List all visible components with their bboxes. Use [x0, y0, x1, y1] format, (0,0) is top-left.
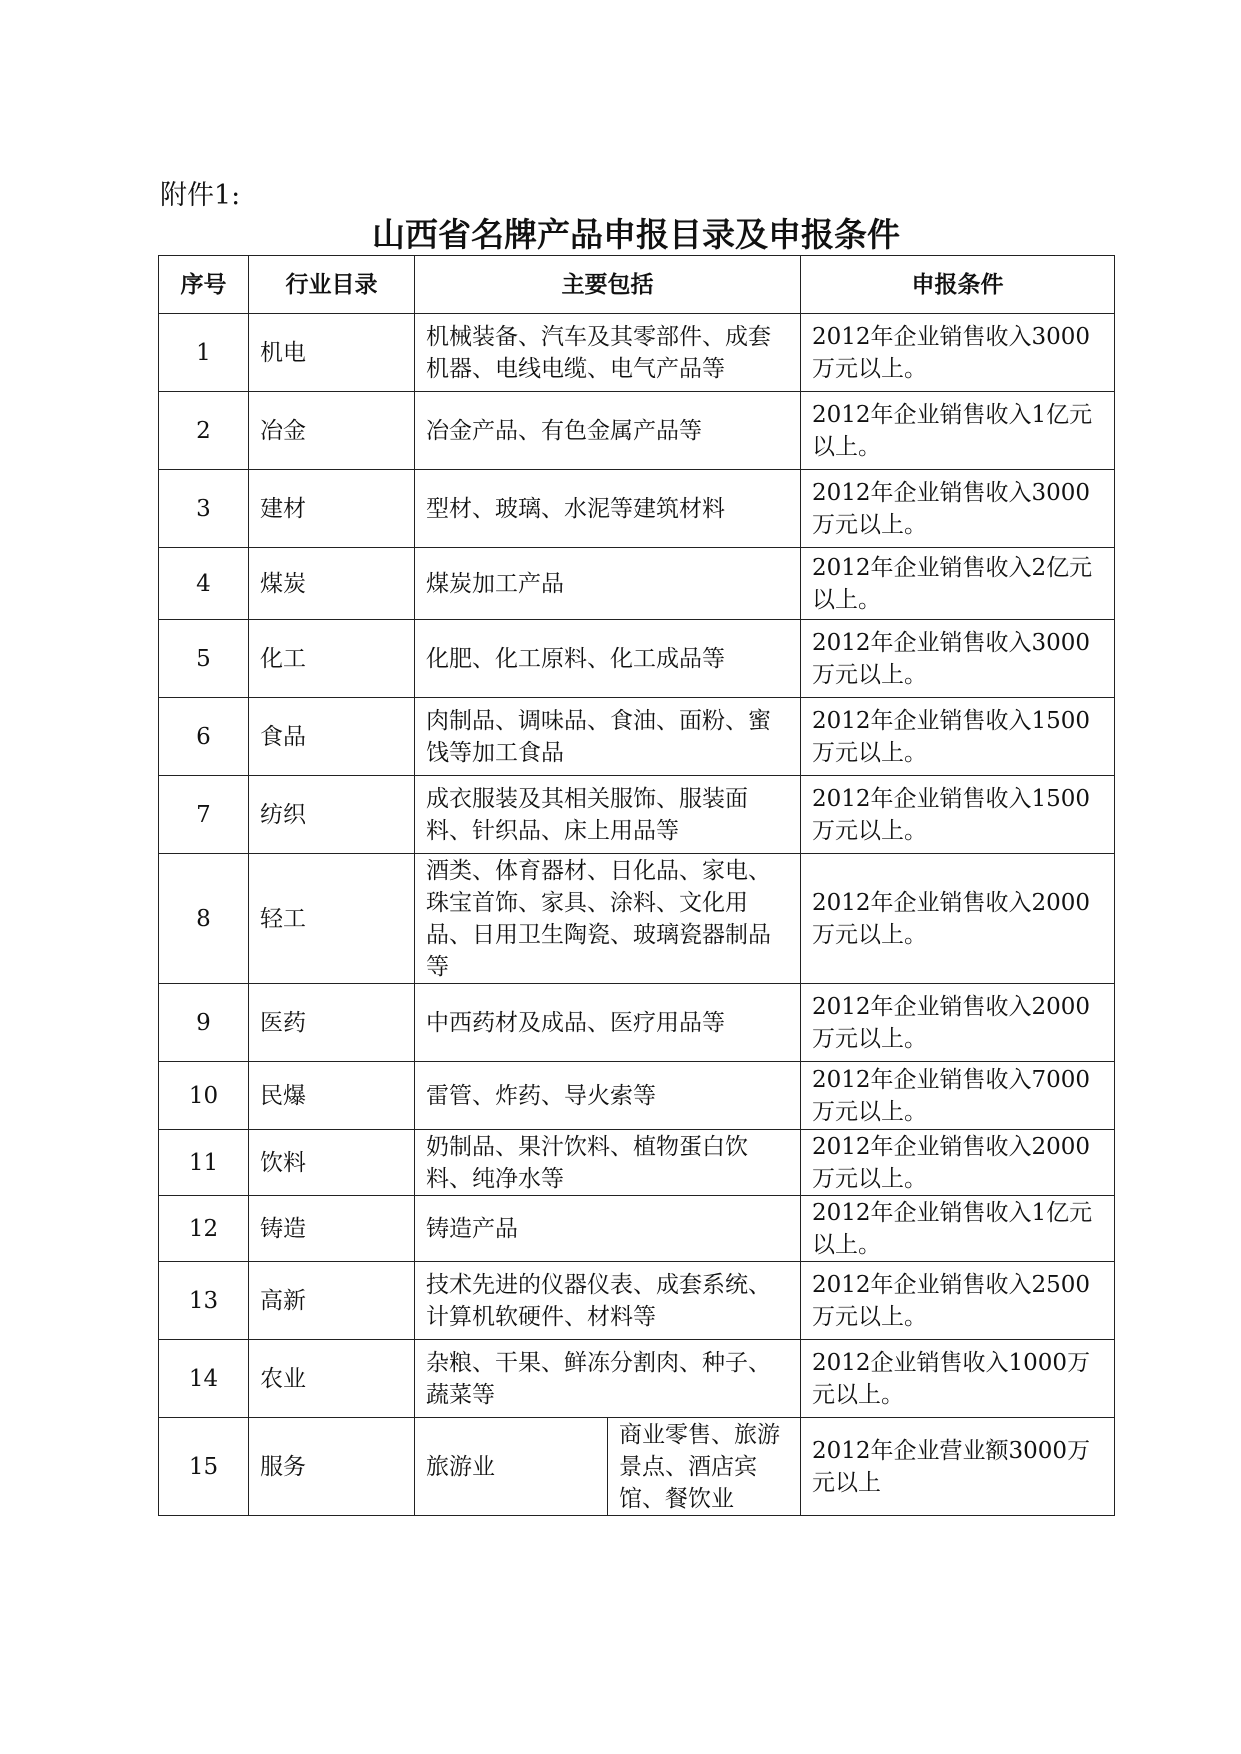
row-no: 14 — [159, 1340, 249, 1418]
row-condition: 2012年企业销售收入2000万元以上。 — [801, 1130, 1115, 1196]
row-industry: 轻工 — [249, 854, 415, 984]
row-industry: 医药 — [249, 984, 415, 1062]
table-row — [159, 470, 1115, 548]
row-no: 13 — [159, 1262, 249, 1340]
table-row — [159, 698, 1115, 776]
table-row — [159, 1262, 1115, 1340]
row-industry: 化工 — [249, 620, 415, 698]
row-condition: 2012年企业营业额3000万元以上 — [801, 1418, 1115, 1516]
table-row — [159, 1196, 1115, 1262]
table-row — [159, 620, 1115, 698]
table-row — [159, 314, 1115, 392]
row-main: 冶金产品、有色金属产品等 — [415, 392, 801, 470]
row-condition: 2012年企业销售收入2000万元以上。 — [801, 984, 1115, 1062]
row-main: 煤炭加工产品 — [415, 548, 801, 620]
row-industry: 服务 — [249, 1418, 415, 1516]
row-industry: 煤炭 — [249, 548, 415, 620]
table-row — [159, 1418, 1115, 1516]
attachment-label: 附件1: — [160, 180, 241, 211]
row-main: 技术先进的仪器仪表、成套系统、计算机软硬件、材料等 — [415, 1262, 801, 1340]
row-no: 6 — [159, 698, 249, 776]
row-no: 4 — [159, 548, 249, 620]
row-main: 雷管、炸药、导火索等 — [415, 1062, 801, 1130]
row-condition: 2012年企业销售收入1500万元以上。 — [801, 776, 1115, 854]
row-main: 机械装备、汽车及其零部件、成套机器、电线电缆、电气产品等 — [415, 314, 801, 392]
row-no: 5 — [159, 620, 249, 698]
row-no: 10 — [159, 1062, 249, 1130]
table-row — [159, 854, 1115, 984]
row-industry: 建材 — [249, 470, 415, 548]
row-condition: 2012年企业销售收入2000万元以上。 — [801, 854, 1115, 984]
row-main: 杂粮、干果、鲜冻分割肉、种子、蔬菜等 — [415, 1340, 801, 1418]
row-industry: 机电 — [249, 314, 415, 392]
row-condition: 2012企业销售收入1000万元以上。 — [801, 1340, 1115, 1418]
row-condition: 2012年企业销售收入1亿元以上。 — [801, 392, 1115, 470]
row-condition: 2012年企业销售收入1500万元以上。 — [801, 698, 1115, 776]
row-main-subcategory: 商业零售、旅游景点、酒店宾馆、餐饮业 — [608, 1418, 801, 1516]
row-industry: 饮料 — [249, 1130, 415, 1196]
row-industry: 纺织 — [249, 776, 415, 854]
row-industry: 冶金 — [249, 392, 415, 470]
row-condition: 2012年企业销售收入3000万元以上。 — [801, 470, 1115, 548]
row-condition: 2012年企业销售收入3000万元以上。 — [801, 620, 1115, 698]
row-condition: 2012年企业销售收入7000万元以上。 — [801, 1062, 1115, 1130]
table-row — [159, 776, 1115, 854]
header-main: 主要包括 — [415, 256, 801, 314]
row-no: 12 — [159, 1196, 249, 1262]
row-condition: 2012年企业销售收入2500万元以上。 — [801, 1262, 1115, 1340]
row-industry: 食品 — [249, 698, 415, 776]
row-main-category: 旅游业 — [415, 1418, 608, 1516]
row-industry: 民爆 — [249, 1062, 415, 1130]
row-no: 11 — [159, 1130, 249, 1196]
row-no: 8 — [159, 854, 249, 984]
row-main: 成衣服装及其相关服饰、服装面料、针织品、床上用品等 — [415, 776, 801, 854]
row-industry: 铸造 — [249, 1196, 415, 1262]
table-row — [159, 1062, 1115, 1130]
table-row — [159, 392, 1115, 470]
row-no: 1 — [159, 314, 249, 392]
row-main: 铸造产品 — [415, 1196, 801, 1262]
row-condition: 2012年企业销售收入1亿元以上。 — [801, 1196, 1115, 1262]
document-title: 山西省名牌产品申报目录及申报条件 — [372, 215, 900, 254]
row-industry: 农业 — [249, 1340, 415, 1418]
row-no: 9 — [159, 984, 249, 1062]
header-no: 序号 — [159, 256, 249, 314]
row-main: 型材、玻璃、水泥等建筑材料 — [415, 470, 801, 548]
row-industry: 高新 — [249, 1262, 415, 1340]
header-row — [159, 256, 1115, 314]
row-main: 化肥、化工原料、化工成品等 — [415, 620, 801, 698]
row-main: 酒类、体育器材、日化品、家电、珠宝首饰、家具、涂料、文化用品、日用卫生陶瓷、玻璃瓷器制品等 — [415, 854, 801, 984]
row-no: 2 — [159, 392, 249, 470]
table-row — [159, 548, 1115, 620]
table-row — [159, 984, 1115, 1062]
table-row — [159, 1340, 1115, 1418]
row-no: 15 — [159, 1418, 249, 1516]
header-industry: 行业目录 — [249, 256, 415, 314]
row-main: 中西药材及成品、医疗用品等 — [415, 984, 801, 1062]
row-main: 肉制品、调味品、食油、面粉、蜜饯等加工食品 — [415, 698, 801, 776]
row-no: 3 — [159, 470, 249, 548]
row-main: 奶制品、果汁饮料、植物蛋白饮料、纯净水等 — [415, 1130, 801, 1196]
table-row — [159, 1130, 1115, 1196]
row-condition: 2012年企业销售收入3000万元以上。 — [801, 314, 1115, 392]
declaration-table — [158, 255, 1115, 1516]
header-condition: 申报条件 — [801, 256, 1115, 314]
row-no: 7 — [159, 776, 249, 854]
row-condition: 2012年企业销售收入2亿元以上。 — [801, 548, 1115, 620]
